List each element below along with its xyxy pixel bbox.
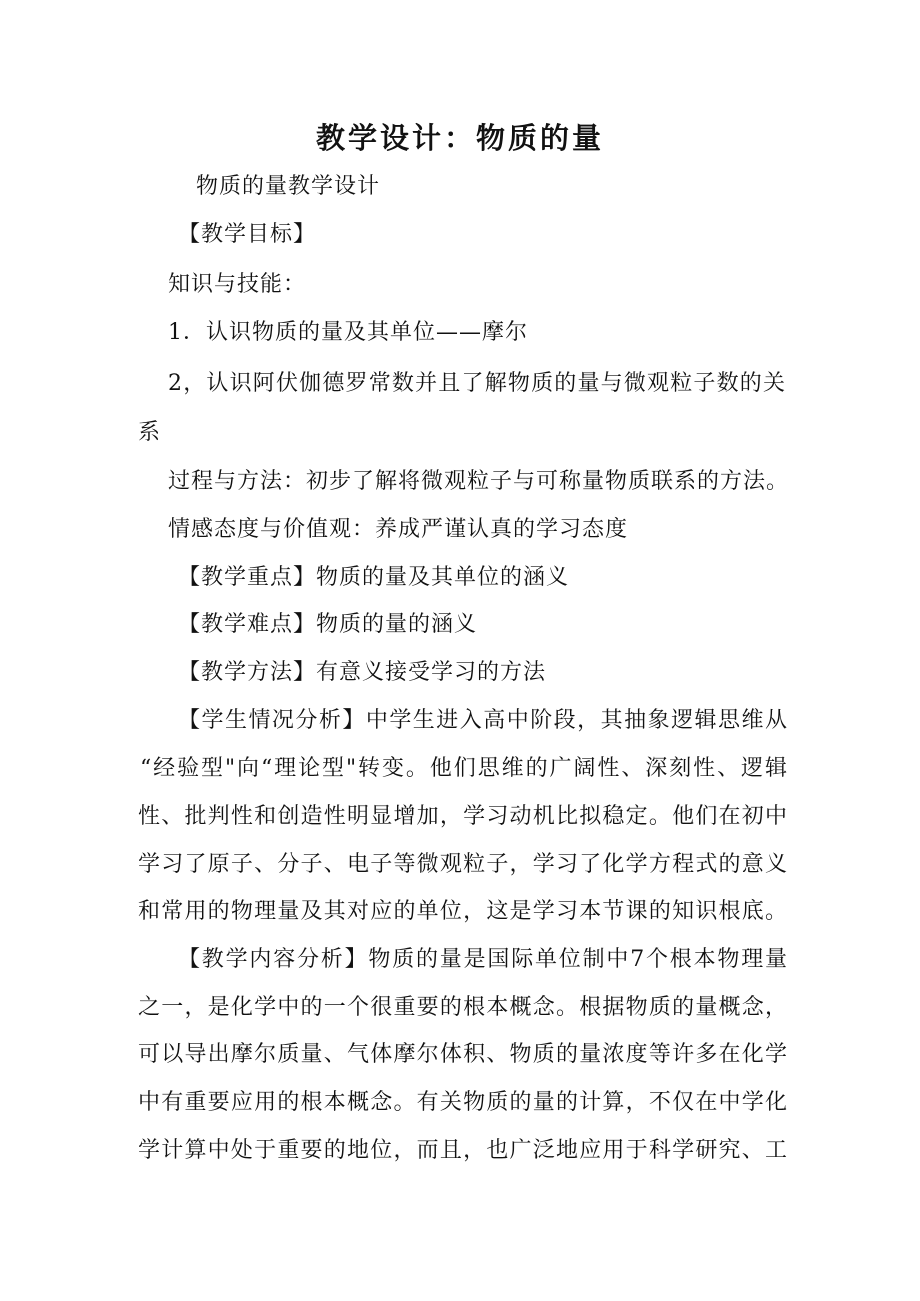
- content-analysis-line-2: 之一，是化学中的一个很重要的根本概念。根据物质的量概念，: [138, 995, 788, 1020]
- student-analysis-line-4: 学习了原子、分子、电子等微观粒子，学习了化学方程式的意义: [138, 852, 788, 877]
- objective-2-line-1: 2，认识阿伏伽德罗常数并且了解物质的量与微观粒子数的关: [168, 371, 786, 396]
- objective-1: 1．认识物质的量及其单位——摩尔: [168, 320, 528, 345]
- content-analysis-line-1: 【教学内容分析】物质的量是国际单位制中7个根本物理量: [178, 947, 788, 972]
- process-method: 过程与方法：初步了解将微观粒子与可称量物质联系的方法。: [168, 469, 790, 494]
- content-analysis-line-3: 可以导出摩尔质量、气体摩尔体积、物质的量浓度等许多在化学: [138, 1042, 788, 1067]
- teaching-method: 【教学方法】有意义接受学习的方法: [178, 660, 547, 685]
- objectives-heading: 【教学目标】: [178, 222, 317, 247]
- document-title: 教学设计：物质的量: [315, 121, 604, 155]
- knowledge-heading: 知识与技能：: [168, 272, 307, 297]
- key-point: 【教学重点】物质的量及其单位的涵义: [178, 565, 570, 590]
- difficulty: 【教学难点】物质的量的涵义: [178, 612, 478, 637]
- student-analysis-line-1: 【学生情况分析】中学生进入高中阶段，其抽象逻辑思维从: [178, 708, 788, 733]
- student-analysis-line-2: “经验型"向“理论型"转变。他们思维的广阔性、深刻性、逻辑: [140, 756, 788, 781]
- subtitle: 物质的量教学设计: [196, 174, 381, 199]
- student-analysis-line-3: 性、批判性和创造性明显增加，学习动机比拟稳定。他们在初中: [138, 804, 788, 829]
- content-analysis-line-5: 学计算中处于重要的地位，而且，也广泛地应用于科学研究、工: [138, 1138, 788, 1163]
- student-analysis-line-5: 和常用的物理量及其对应的单位，这是学习本节课的知识根底。: [138, 899, 788, 924]
- objective-2-line-2: 系: [138, 420, 162, 445]
- content-analysis-line-4: 中有重要应用的根本概念。有关物质的量的计算，不仅在中学化: [138, 1090, 788, 1115]
- emotion-value: 情感态度与价值观：养成严谨认真的学习态度: [168, 517, 629, 542]
